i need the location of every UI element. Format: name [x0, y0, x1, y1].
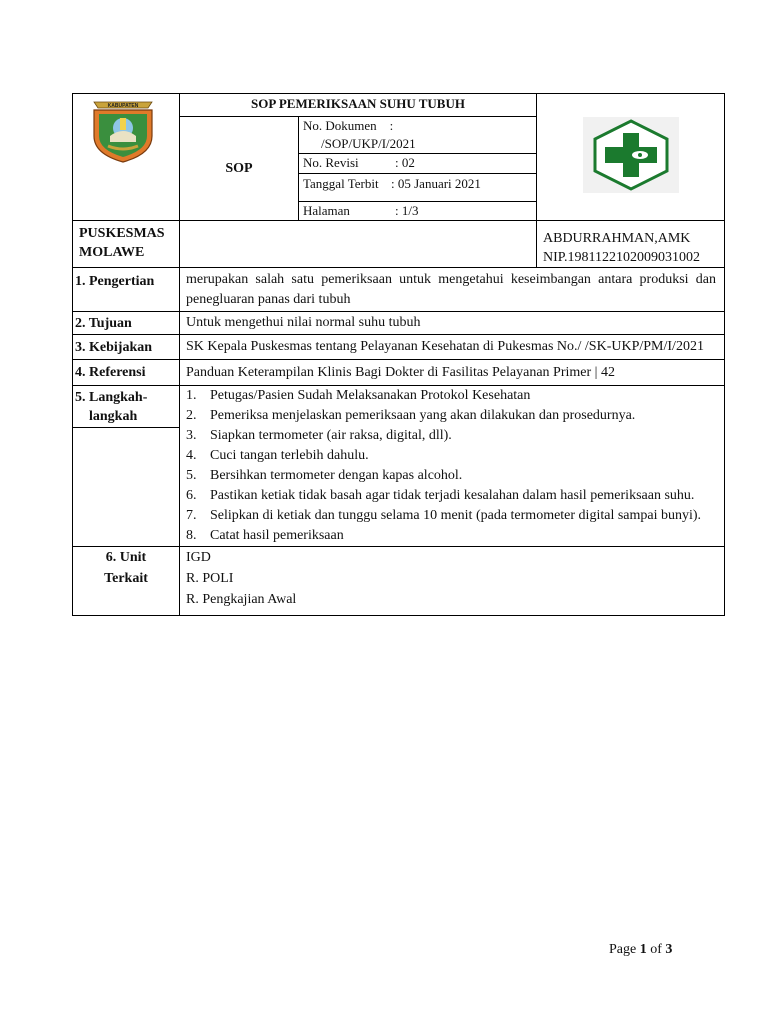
step-item: 3. Siapkan termometer (air raksa, digital, dll).: [186, 428, 452, 443]
content-tujuan: Untuk mengethui nilai normal suhu tubuh: [180, 312, 725, 335]
page-footer: [609, 942, 672, 958]
page-field: [299, 202, 537, 221]
puskesmas-cross-icon: [583, 117, 679, 193]
doc-number-value: /SOP/UKP/I/2021: [321, 136, 416, 151]
document-title: SOP PEMERIKSAAN SUHU TUBUH: [180, 94, 537, 117]
page-value: : 1/3: [395, 203, 419, 218]
content-langkah: [180, 386, 725, 547]
label-langkah-line1: 5. Langkah-: [75, 390, 148, 405]
revision-field: [299, 154, 537, 174]
label-langkah-line2: langkah: [89, 409, 138, 424]
doc-number-field: [299, 117, 537, 154]
label-unit-line2: Terkait: [104, 571, 148, 586]
unit-item: R. Pengkajian Awal: [186, 592, 297, 607]
signer-name: ABDURRAHMAN,AMK: [543, 231, 691, 246]
organisation-line1: PUSKESMAS: [79, 226, 165, 241]
unit-item: R. POLI: [186, 571, 234, 586]
label-tujuan: 2. Tujuan: [73, 312, 180, 335]
step-item: 4. Cuci tangan terlebih dahulu.: [186, 448, 369, 463]
step-item: 1. Petugas/Pasien Sudah Melaksanakan Protokol Kesehatan: [186, 388, 531, 403]
footer-page-current: 1: [639, 942, 647, 957]
content-unit-terkait: [180, 547, 725, 616]
steps-list: [186, 386, 716, 546]
revision-label: No. Revisi: [303, 155, 359, 170]
label-pengertian: 1. Pengertian: [73, 268, 180, 312]
organisation-name: [73, 221, 180, 268]
step-item: 5. Bersihkan termometer dengan kapas alcohol.: [186, 468, 463, 483]
unit-item: IGD: [186, 550, 211, 565]
signer-nip: NIP.198112210200903100​2: [543, 250, 700, 265]
doc-number-sep: :: [389, 118, 394, 133]
organisation-line2: MOLAWE: [79, 245, 145, 260]
step-item: 7. Selipkan di ketiak dan tunggu selama 10 menit (pada termometer digital sampai bunyi).: [186, 508, 702, 523]
issue-date-field: [299, 174, 537, 202]
step-item: 2. Pemeriksa menjelaskan pemeriksaan yang akan dilakukan dan prosedurnya.: [186, 408, 636, 423]
footer-page-word: Page: [609, 942, 637, 957]
content-kebijakan: SK Kepala Puskesmas tentang Pelayanan Kesehatan di Pukesmas No./ /SK-UKP/PM/I/2021: [180, 335, 725, 360]
left-logo-cell: [73, 94, 180, 221]
doc-number-label: No. Dokumen: [303, 118, 377, 133]
revision-value: : 02: [395, 155, 415, 170]
footer-page-total: 3: [665, 942, 673, 957]
content-pengertian: merupakan salah satu pemeriksaan untuk mengetahui keseimbangan antara produksi dan penegluaran panas dari tubuh: [180, 268, 725, 312]
step-item: 8. Catat hasil pemeriksaan: [186, 528, 344, 543]
step-item: 6. Pastikan ketiak tidak basah agar tidak terjadi kesalahan dalam hasil pemeriksaan suhu.: [186, 488, 695, 503]
regency-crest-icon: [88, 96, 158, 166]
footer-page-of: of: [650, 942, 662, 957]
right-logo-cell: [537, 94, 725, 221]
label-kebijakan: 3. Kebijakan: [73, 335, 180, 360]
page-label: Halaman: [303, 203, 350, 218]
label-referensi: 4. Referensi: [73, 360, 180, 386]
blank-signature-area: [180, 221, 537, 268]
label-unit-line1: 6. Unit: [105, 550, 147, 565]
label-langkah: [73, 386, 180, 547]
sop-label: SOP: [180, 117, 299, 221]
sop-document-table: [72, 93, 725, 616]
signer-block: [537, 221, 725, 268]
label-unit-terkait: [73, 547, 180, 616]
content-referensi: Panduan Keterampilan Klinis Bagi Dokter di Fasilitas Pelayanan Primer | 42: [180, 360, 725, 386]
issue-date-value: : 05 Januari 2021: [391, 176, 481, 191]
crest-banner-text: KABUPATEN: [107, 103, 139, 109]
issue-date-label: Tanggal Terbit: [303, 176, 379, 191]
